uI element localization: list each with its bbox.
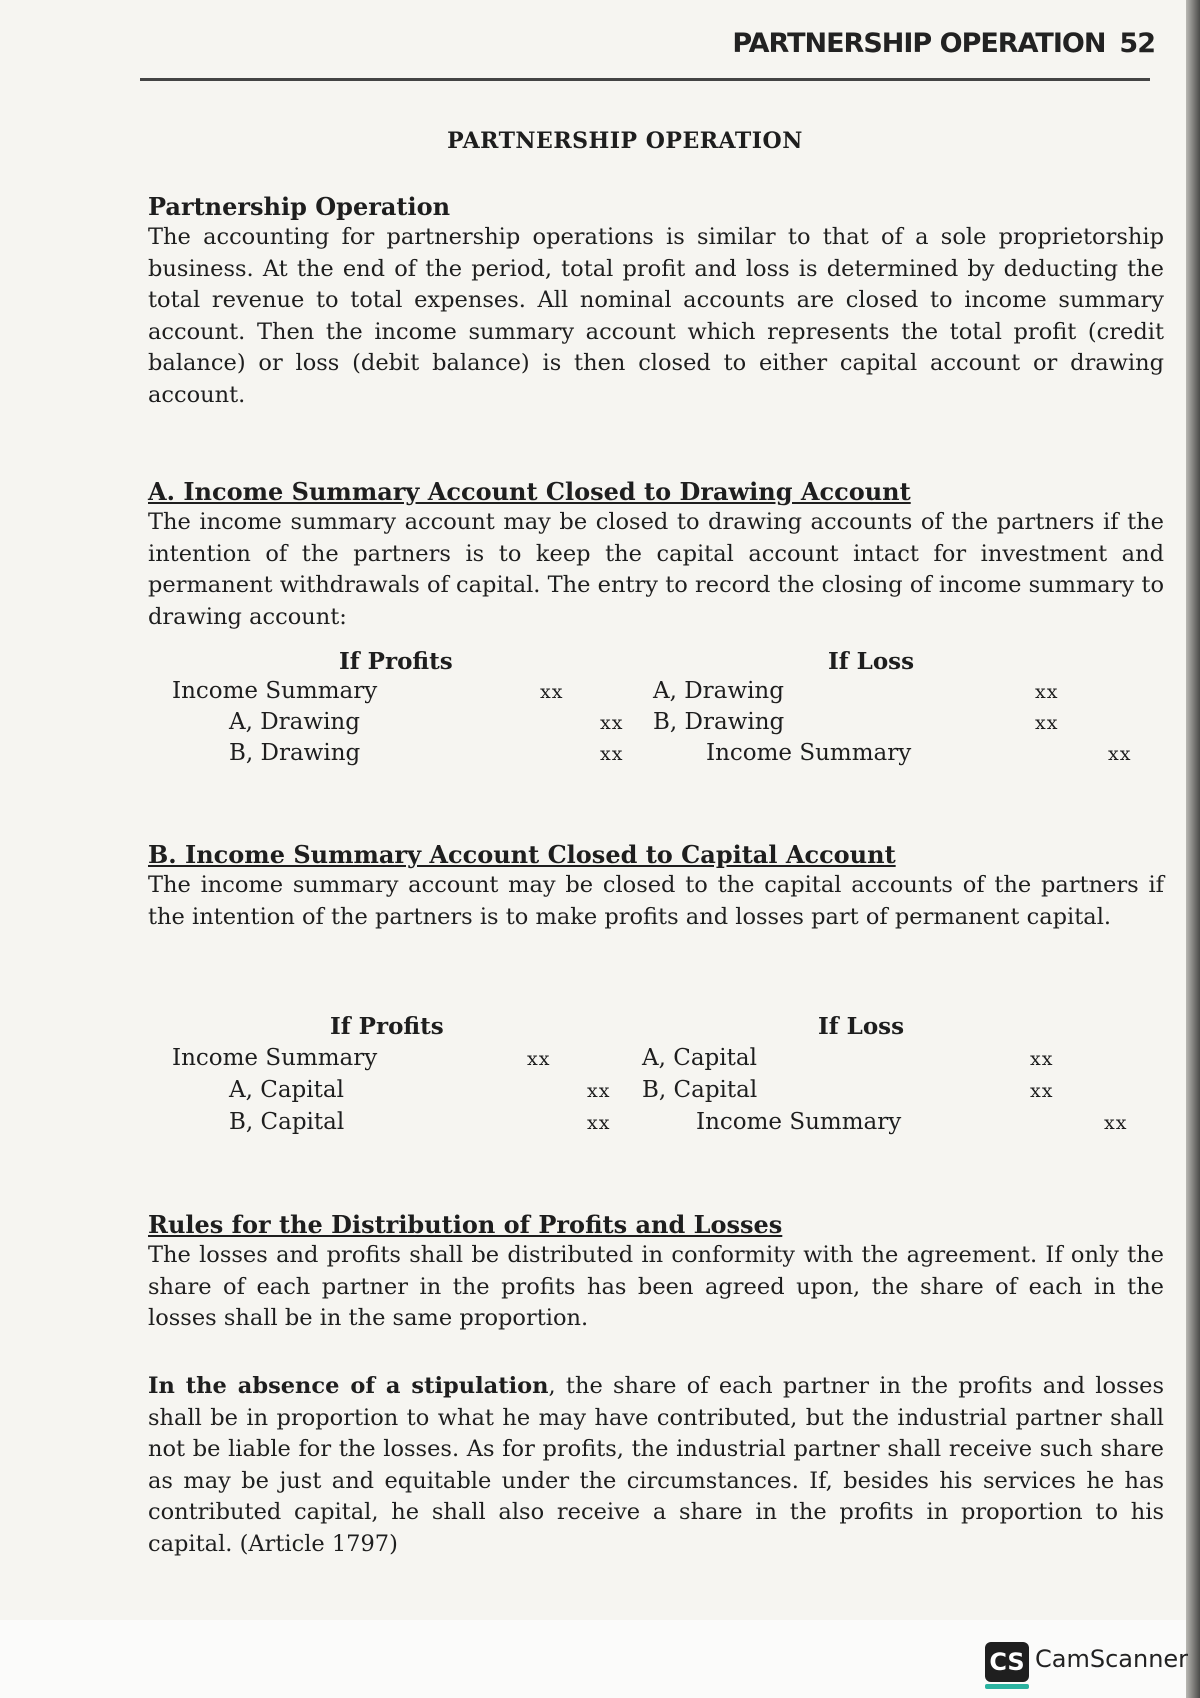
page-title: PARTNERSHIP OPERATION [447, 128, 803, 154]
absence-paragraph [148, 1371, 1164, 1560]
rules-paragraph: The losses and profits shall be distributed in conformity with the agreement. If only the share of each partner in the profits has been agreed upon, the share of each in the losses shall be in the same proportion. [148, 1242, 1164, 1331]
section-a-paragraph: The income summary account may be closed to drawing accounts of the partners if the intention of the partners is to keep the capital account intact for investment and permanent withdrawals of capital. The entry to record the closing of income summary to drawing account: [148, 509, 1164, 630]
header-rule [140, 78, 1150, 81]
b-loss-debit-2: B, Capital [642, 1077, 758, 1103]
a-loss-debit-1: A, Drawing [653, 678, 784, 704]
section-a-heading: A. Income Summary Account Closed to Drawing Account [148, 477, 911, 506]
b-loss-credit-account: Income Summary [696, 1109, 902, 1135]
camscanner-label: CamScanner [1035, 1645, 1189, 1673]
camscanner-logo-accent [985, 1684, 1029, 1689]
b-loss-debit-1-amount: xx [1030, 1048, 1054, 1070]
section-b-paragraph: The income summary account may be closed to the capital accounts of the partners if the intention of the partners is to make profits and losses part of permanent capital. [148, 872, 1164, 930]
intro-heading: Partnership Operation [148, 192, 451, 221]
a-loss-debit-2: B, Drawing [653, 709, 785, 735]
absence-lead: In the absence of a stipulation [148, 1373, 549, 1399]
section-b [148, 840, 1164, 933]
section-b-heading: B. Income Summary Account Closed to Capital Account [148, 840, 896, 869]
page-number: 52 [1119, 28, 1155, 59]
b-loss-debit-1: A, Capital [642, 1045, 757, 1071]
camscanner-logo-icon: CS [985, 1642, 1029, 1682]
running-title: PARTNERSHIP OPERATION [732, 28, 1106, 59]
a-profits-credit-2-amount: xx [600, 743, 624, 765]
a-profits-debit-amount: xx [540, 681, 564, 703]
intro-section [148, 192, 1164, 411]
rules-heading: Rules for the Distribution of Profits and Losses [148, 1210, 783, 1239]
b-profits-heading: If Profits [330, 1013, 444, 1040]
absence-section [148, 1371, 1164, 1560]
b-loss-debit-2-amount: xx [1030, 1080, 1054, 1102]
b-profits-credit-2-amount: xx [587, 1112, 611, 1134]
b-profits-debit-amount: xx [527, 1048, 551, 1070]
a-profits-credit-1: A, Drawing [229, 709, 360, 735]
a-profits-credit-2: B, Drawing [229, 740, 361, 766]
a-loss-heading: If Loss [828, 648, 915, 675]
running-header [732, 28, 1155, 59]
a-profits-heading: If Profits [339, 648, 453, 675]
b-loss-credit-amount: xx [1104, 1112, 1128, 1134]
b-profits-debit-account: Income Summary [172, 1045, 378, 1071]
intro-paragraph: The accounting for partnership operations is similar to that of a sole proprietorship business. At the end of the period, total profit and loss is determined by deducting the total revenue to total expenses. All nominal accounts are closed to income summary account. Then the income summary account which represents the total profit (credit balance) or loss (debit balance) is then closed to either capital account or drawing account. [148, 224, 1164, 408]
rules-section [148, 1210, 1164, 1335]
a-loss-credit-amount: xx [1108, 743, 1132, 765]
b-profits-credit-1-amount: xx [587, 1080, 611, 1102]
b-profits-credit-2: B, Capital [229, 1109, 345, 1135]
page-edge-shadow [1186, 0, 1200, 1698]
absence-body: , the share of each partner in the profits and losses shall be in proportion to what he may have contributed, but the industrial partner shall not be liable for the losses. As for profits, the industrial partner shall receive such share as may be just and equitable under the circumstances. If, besides his services he has contributed capital, he shall also receive a share in the profits in proportion to his capital. (Article 1797) [148, 1373, 1164, 1557]
a-profits-credit-1-amount: xx [600, 712, 624, 734]
b-loss-heading: If Loss [818, 1013, 905, 1040]
a-profits-debit-account: Income Summary [172, 678, 378, 704]
a-loss-debit-2-amount: xx [1035, 712, 1059, 734]
a-loss-debit-1-amount: xx [1035, 681, 1059, 703]
section-a [148, 477, 1164, 633]
b-profits-credit-1: A, Capital [229, 1077, 344, 1103]
a-loss-credit-account: Income Summary [706, 740, 912, 766]
